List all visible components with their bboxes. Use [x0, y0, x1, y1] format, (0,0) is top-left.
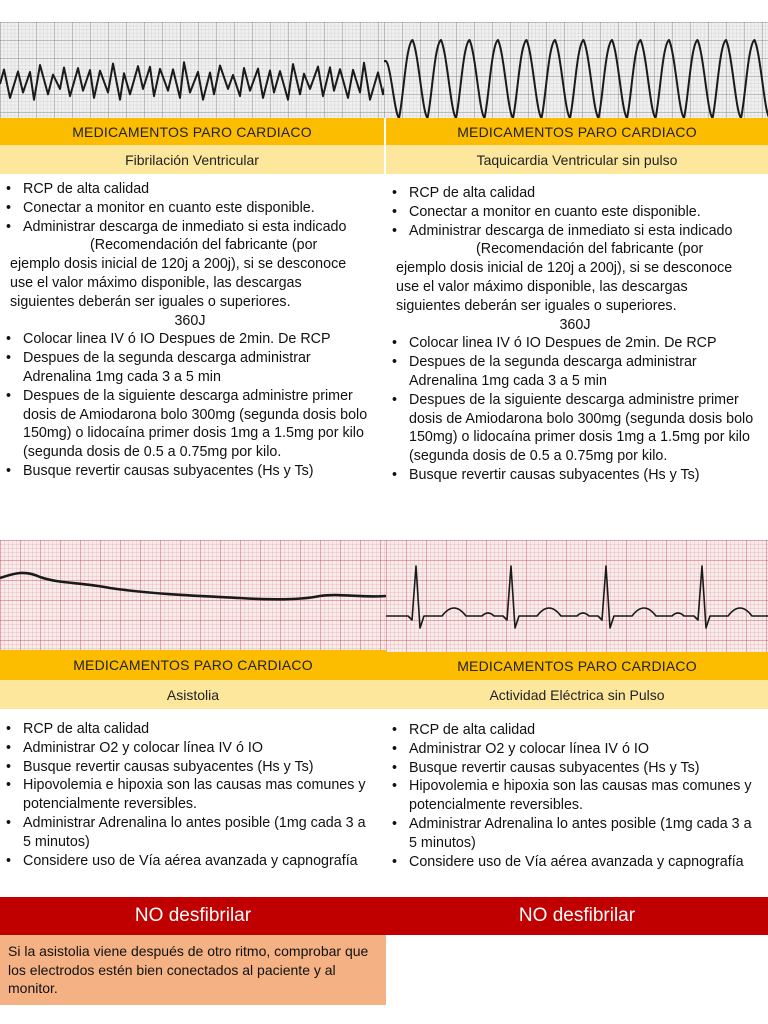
manufacturer-note-line: (Recomendación del fabricante (por	[90, 237, 318, 254]
header-fibrilacion-ventricular: MEDICAMENTOS PARO CARDIACO	[0, 118, 384, 145]
protocol-list-fibrilacion-ventricular	[0, 180, 380, 481]
protocol-list-taquicardia-ventricular	[386, 184, 764, 485]
dose-paragraph-line: use el valor máximo disponible, las descargas	[396, 278, 688, 295]
dose-paragraph-line: ejemplo dosis inicial de 120j a 200j), si se desconoce	[10, 256, 347, 273]
subtitle-aesp: Actividad Eléctrica sin Pulso	[386, 680, 768, 709]
list-item: • Despues de la segunda descarga administrar Adrenalina 1mg cada 3 a 5 min	[0, 349, 380, 387]
energy-value: 360J	[174, 312, 206, 329]
dose-paragraph-line: siguientes deberán ser iguales o superiores.	[10, 293, 291, 310]
energy-value: 360J	[559, 316, 591, 333]
list-item: • RCP de alta calidad	[386, 721, 756, 740]
subtitle-fibrilacion-ventricular: Fibrilación Ventricular	[0, 145, 384, 174]
manufacturer-note-line: (Recomendación del fabricante (por	[476, 241, 704, 258]
dose-paragraph-line: siguientes deberán ser iguales o superiores.	[396, 297, 677, 314]
list-item: • Administrar Adrenalina lo antes posible (1mg cada 3 a 5 minutos)	[0, 814, 370, 852]
subtitle-taquicardia-ventricular: Taquicardia Ventricular sin pulso	[386, 145, 768, 174]
ecg-trace-taquicardia-ventricular	[384, 22, 768, 118]
list-item: • Colocar linea IV ó IO Despues de 2min. De RCP	[0, 330, 380, 349]
list-item: • Hipovolemia e hipoxia son las causas mas comunes y potencialmente reversibles.	[0, 776, 370, 814]
dose-paragraph-line: ejemplo dosis inicial de 120j a 200j), si se desconoce	[396, 260, 733, 277]
list-item: • Considere uso de Vía aérea avanzada y capnografía	[386, 853, 756, 872]
list-item: • Hipovolemia e hipoxia son las causas mas comunes y potencialmente reversibles.	[386, 777, 756, 815]
list-item: • RCP de alta calidad	[0, 720, 370, 739]
ecg-strip-aesp	[386, 540, 768, 652]
list-item: • Administrar Adrenalina lo antes posible (1mg cada 3 a 5 minutos)	[386, 815, 756, 853]
subtitle-asistolia: Asistolia	[0, 680, 386, 709]
list-item: • Colocar linea IV ó IO Despues de 2min. De RCP	[386, 334, 764, 353]
protocol-list-aesp	[386, 721, 756, 871]
dose-paragraph-line: use el valor máximo disponible, las descargas	[10, 274, 302, 291]
list-item: • Despues de la segunda descarga administrar Adrenalina 1mg cada 3 a 5 min	[386, 353, 764, 391]
ecg-trace-asistolia	[0, 540, 386, 650]
list-item: • Despues de la siguiente descarga administre primer dosis de Amiodarona bolo 300mg (segunda dosis bolo 150mg) o lidocaína primer dosis 1mg a 1.5mg por kilo (segunda dosis de 0.5 a 0.75mg por kilo.	[386, 391, 764, 466]
list-item: • Administrar O2 y colocar línea IV ó IO	[386, 740, 756, 759]
list-item: • RCP de alta calidad	[386, 184, 764, 203]
list-item: • RCP de alta calidad	[0, 180, 380, 199]
protocol-list-asistolia	[0, 720, 370, 870]
list-item: • Conectar a monitor en cuanto este disponible.	[0, 199, 380, 218]
ecg-trace-fibrilacion-ventricular	[0, 22, 384, 118]
list-item: • Busque revertir causas subyacentes (Hs y Ts)	[386, 759, 756, 778]
no-defibrillate-banner-aesp: NO desfibrilar	[386, 897, 768, 935]
header-taquicardia-ventricular: MEDICAMENTOS PARO CARDIACO	[386, 118, 768, 145]
list-item: • Administrar descarga de inmediato si esta indicado	[386, 222, 764, 241]
list-item: • Conectar a monitor en cuanto este disponible.	[386, 203, 764, 222]
ecg-trace-aesp	[386, 540, 768, 652]
header-asistolia: MEDICAMENTOS PARO CARDIACO	[0, 650, 386, 680]
ecg-strip-fibrilacion-ventricular	[0, 22, 384, 118]
list-item: • Administrar descarga de inmediato si esta indicado	[0, 218, 380, 237]
electrode-check-note: Si la asistolia viene después de otro ritmo, comprobar que los electrodos estén bien conectados al paciente y al monitor.	[0, 935, 386, 1005]
no-defibrillate-banner-asistolia: NO desfibrilar	[0, 897, 386, 935]
list-item: • Busque revertir causas subyacentes (Hs y Ts)	[0, 758, 370, 777]
list-item: • Administrar O2 y colocar línea IV ó IO	[0, 739, 370, 758]
ecg-strip-taquicardia-ventricular	[384, 22, 768, 118]
list-item: • Busque revertir causas subyacentes (Hs y Ts)	[386, 466, 764, 485]
list-item: • Considere uso de Vía aérea avanzada y capnografía	[0, 852, 370, 871]
header-aesp: MEDICAMENTOS PARO CARDIACO	[386, 652, 768, 680]
ecg-strip-asistolia	[0, 540, 386, 650]
list-item: • Busque revertir causas subyacentes (Hs y Ts)	[0, 462, 380, 481]
list-item: • Despues de la siguiente descarga administre primer dosis de Amiodarona bolo 300mg (segunda dosis bolo 150mg) o lidocaína primer dosis 1mg a 1.5mg por kilo (segunda dosis de 0.5 a 0.75mg por kilo.	[0, 387, 380, 462]
